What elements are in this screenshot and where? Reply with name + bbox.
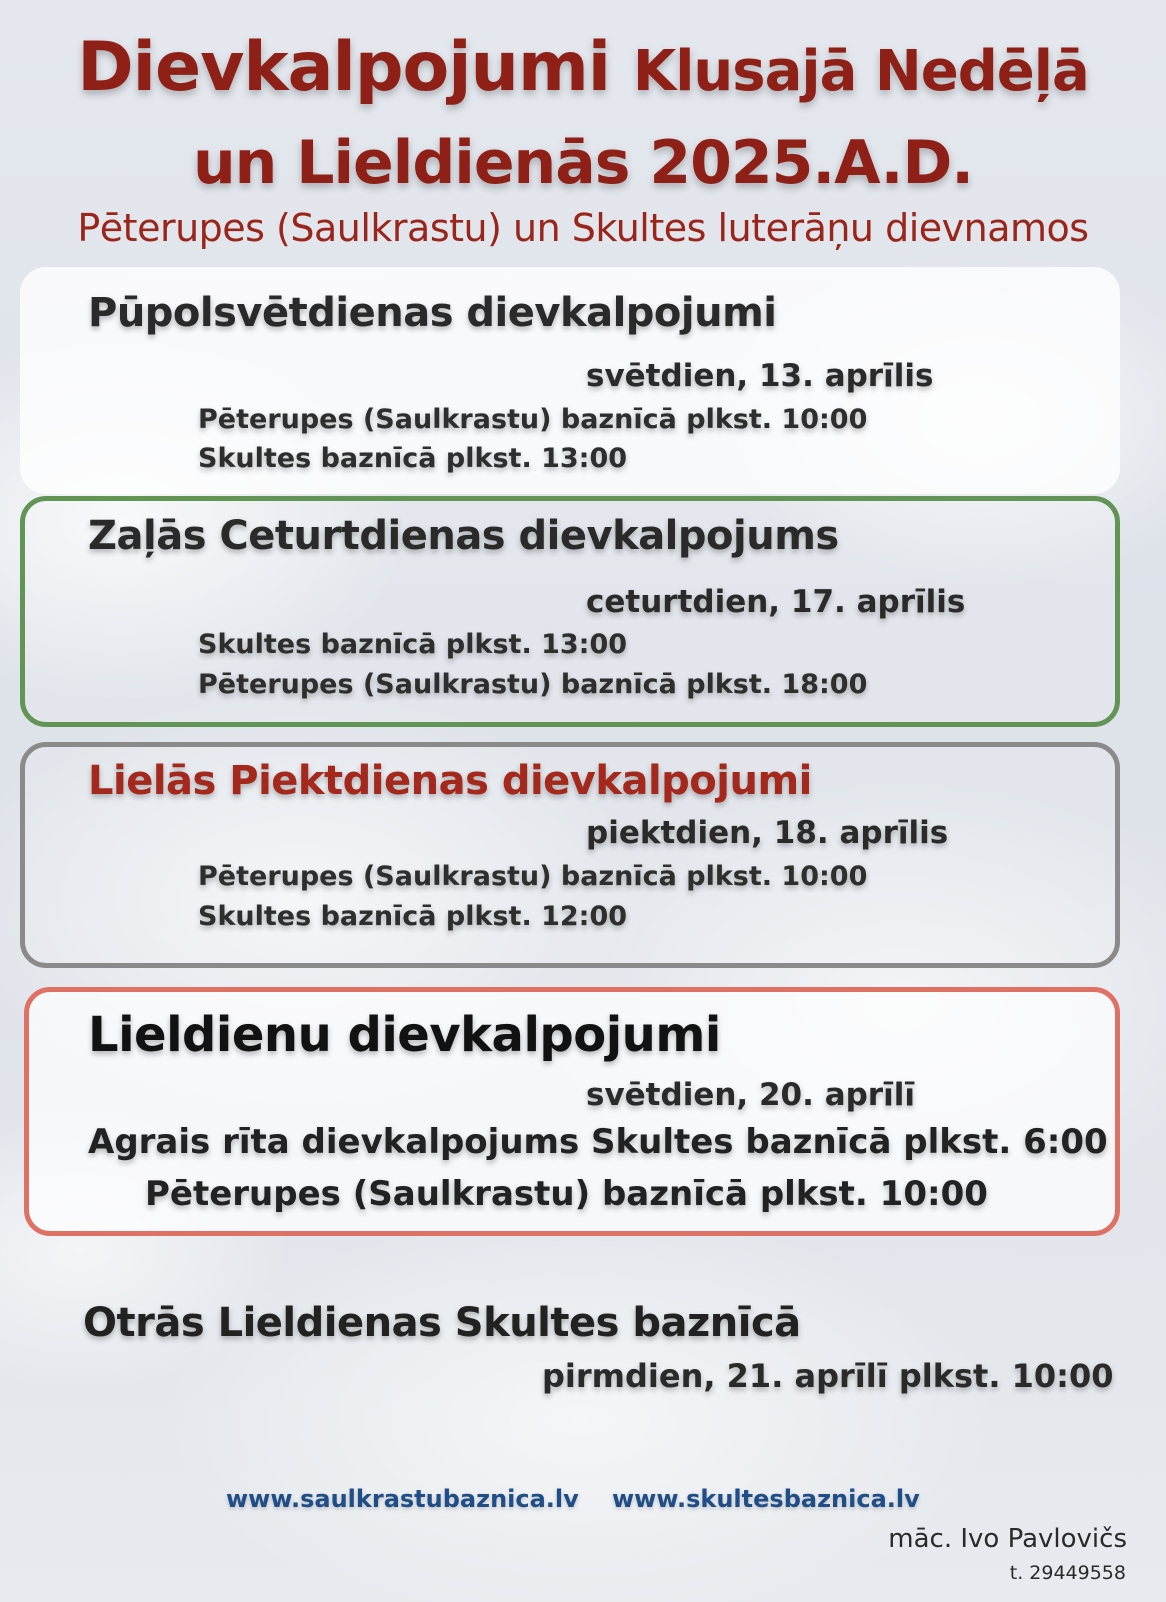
easter-monday-heading: Otrās Lieldienas Skultes baznīcā xyxy=(83,1300,801,1346)
maundy-thursday-service-1: Skultes baznīcā plkst. 13:00 xyxy=(198,629,628,660)
saulkrasti-church-link[interactable]: www.saulkrastubaznica.lv xyxy=(226,1485,579,1513)
maundy-thursday-date: ceturtdien, 17. aprīlis xyxy=(586,584,966,620)
pastor-phone: t. 29449558 xyxy=(1009,1562,1126,1584)
easter-service-1: Agrais rīta dievkalpojums Skultes baznīcā plkst. 6:00 xyxy=(88,1122,1108,1162)
title-words-klusaja-nedela: Klusajā Nedēļā xyxy=(632,39,1089,104)
easter-date: svētdien, 20. aprīlī xyxy=(586,1077,915,1113)
palm-sunday-heading: Pūpolsvētdienas dievkalpojumi xyxy=(88,290,777,336)
pastor-name: māc. Ivo Pavlovičs xyxy=(888,1524,1127,1554)
good-friday-heading: Lielās Piektdienas dievkalpojumi xyxy=(88,758,812,804)
skulte-church-link[interactable]: www.skultesbaznica.lv xyxy=(612,1485,920,1513)
maundy-thursday-heading: Zaļās Ceturtdienas dievkalpojums xyxy=(88,513,839,559)
subtitle: Pēterupes (Saulkrastu) un Skultes luterāņu dievnamos xyxy=(77,206,1089,250)
good-friday-service-2: Skultes baznīcā plkst. 12:00 xyxy=(198,901,628,932)
palm-sunday-service-1: Pēterupes (Saulkrastu) baznīcā plkst. 10:00 xyxy=(198,404,868,435)
easter-monday-date: pirmdien, 21. aprīlī plkst. 10:00 xyxy=(542,1357,1114,1395)
title-word-dievkalpojumi: Dievkalpojumi xyxy=(77,28,611,107)
easter-heading: Lieldienu dievkalpojumi xyxy=(88,1007,721,1063)
palm-sunday-service-2: Skultes baznīcā plkst. 13:00 xyxy=(198,443,628,474)
maundy-thursday-service-2: Pēterupes (Saulkrastu) baznīcā plkst. 18:00 xyxy=(198,669,868,700)
main-title-line-1 xyxy=(0,28,1166,107)
main-title-line-2: un Lieldienās 2025.A.D. xyxy=(192,128,974,198)
easter-service-2: Pēterupes (Saulkrastu) baznīcā plkst. 10:00 xyxy=(145,1174,988,1214)
good-friday-date: piektdien, 18. aprīlis xyxy=(586,815,949,851)
palm-sunday-date: svētdien, 13. aprīlis xyxy=(586,358,934,394)
good-friday-service-1: Pēterupes (Saulkrastu) baznīcā plkst. 10:00 xyxy=(198,861,868,892)
